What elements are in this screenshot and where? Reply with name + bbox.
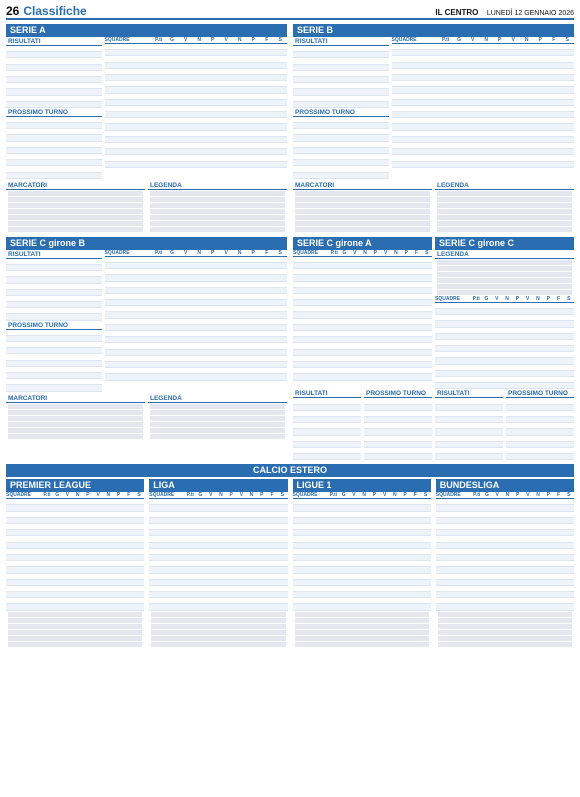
column-header: G <box>484 295 489 302</box>
column-header: V <box>239 492 244 499</box>
text-line <box>8 221 143 226</box>
column-header: P.ti <box>472 295 480 302</box>
column-header: P <box>260 492 264 499</box>
serie-c-c-legend-label: LEGENDA <box>435 250 574 259</box>
column-header: V <box>383 249 388 256</box>
serie-b-scorers-label: MARCATORI <box>293 181 432 190</box>
text-line <box>295 191 430 196</box>
text-line <box>295 642 429 647</box>
text-line <box>295 203 430 208</box>
foreign-table-header: SQUADRE P.ti G V N P V N P F S <box>436 492 574 499</box>
column-header: S <box>423 492 428 499</box>
column-header: N <box>219 492 223 499</box>
page-number: 26 <box>6 4 20 18</box>
column-header: N <box>536 492 540 499</box>
column-header: S <box>137 492 141 499</box>
text-line <box>150 416 285 421</box>
fixture-row <box>293 173 389 179</box>
serie-c-b-results-label: RISULTATI <box>6 250 102 259</box>
fixture-row <box>6 385 102 391</box>
text-line <box>8 209 143 214</box>
text-line <box>437 284 572 289</box>
column-header: N <box>106 492 111 499</box>
column-header: P <box>403 492 407 499</box>
text-line <box>8 422 143 427</box>
text-line <box>151 624 285 629</box>
column-header: N <box>505 295 509 302</box>
column-header: G <box>341 492 346 499</box>
column-header: P.ti <box>155 249 163 256</box>
column-header: V <box>495 492 499 499</box>
column-header: N <box>75 492 80 499</box>
serie-c-b-next-label: PROSSIMO TURNO <box>6 321 102 330</box>
serie-b-table-header: SQUADRE P.ti G V N P V N P F S <box>392 37 574 44</box>
column-header: S <box>280 492 284 499</box>
column-header: V <box>65 492 70 499</box>
column-header: N <box>394 249 398 256</box>
serie-c-b-scorers-label: MARCATORI <box>6 394 145 403</box>
foreign-league <box>149 479 287 647</box>
column-header: S <box>565 37 569 43</box>
text-line <box>437 266 572 271</box>
text-line <box>150 410 285 415</box>
column-header: P.ti <box>329 492 338 499</box>
text-line <box>8 197 143 202</box>
text-line <box>438 636 572 641</box>
column-header: F <box>557 295 561 302</box>
serie-a-legend-label: LEGENDA <box>148 181 287 190</box>
foreign-table-header: SQUADRE P.ti G V N P V N P F S <box>6 492 144 499</box>
section-title: Classifiche <box>23 4 87 18</box>
text-line <box>295 636 429 641</box>
column-header: F <box>552 37 556 43</box>
column-header: F <box>557 492 561 499</box>
table-row <box>6 604 144 610</box>
column-header: P.ti <box>473 492 481 499</box>
column-header: P <box>210 249 215 256</box>
column-header: N <box>237 37 242 43</box>
column-header: P <box>373 249 378 256</box>
text-line <box>150 434 285 439</box>
serie-c-c-results-label: RISULTATI <box>435 389 503 398</box>
text-line <box>8 203 143 208</box>
column-header: V <box>209 492 213 499</box>
table-row <box>105 374 287 380</box>
text-line <box>8 227 143 232</box>
text-line <box>8 434 143 439</box>
text-line <box>8 618 142 623</box>
column-header: F <box>270 492 274 499</box>
text-line <box>150 221 285 226</box>
column-header: V <box>224 249 228 256</box>
column-header: P <box>251 249 255 256</box>
column-header: F <box>127 492 131 499</box>
text-line <box>295 618 429 623</box>
text-line <box>437 215 572 220</box>
text-line <box>437 272 572 277</box>
column-header: G <box>55 492 60 499</box>
column-header: V <box>352 492 356 499</box>
serie-b-title: SERIE B <box>293 24 574 37</box>
serie-a-scorers-label: MARCATORI <box>6 181 145 190</box>
text-line <box>438 612 572 617</box>
column-header: N <box>197 249 201 256</box>
text-line <box>150 428 285 433</box>
column-header: P.ti <box>442 37 450 43</box>
column-header: N <box>393 492 397 499</box>
column-header: N <box>536 295 540 302</box>
foreign-table-header: SQUADRE P.ti G V N P V N P F S <box>149 492 287 499</box>
column-header: P <box>515 492 520 499</box>
text-line <box>437 221 572 226</box>
table-row <box>293 604 431 610</box>
foreign-league <box>6 479 144 647</box>
calcio-estero-title: CALCIO ESTERO <box>6 464 574 477</box>
column-header: V <box>224 37 228 43</box>
column-header: N <box>363 249 367 256</box>
serie-b-section <box>293 24 574 233</box>
serie-c-a-results-label: RISULTATI <box>293 389 361 398</box>
column-header: P.ti <box>330 249 338 256</box>
column-header: G <box>198 492 203 499</box>
column-header: N <box>484 37 488 43</box>
column-header: P.ti <box>43 492 51 499</box>
text-line <box>8 215 143 220</box>
fixture-row <box>364 454 432 460</box>
column-header: S <box>278 37 282 43</box>
column-header: G <box>457 37 462 43</box>
text-line <box>295 197 430 202</box>
column-header: F <box>415 249 419 256</box>
text-line <box>150 191 285 196</box>
text-line <box>8 428 143 433</box>
column-header: G <box>342 249 347 256</box>
column-header: P <box>229 492 233 499</box>
result-row <box>293 454 361 460</box>
serie-c-b-table-header: SQUADRE P.ti G V N P V N P F S <box>105 250 287 257</box>
serie-a-section <box>6 24 287 233</box>
text-line <box>150 404 285 409</box>
table-row <box>436 604 574 610</box>
serie-c-c-title: SERIE C girone C <box>435 237 574 250</box>
text-line <box>151 630 285 635</box>
text-line <box>437 227 572 232</box>
text-line <box>438 624 572 629</box>
text-line <box>437 203 572 208</box>
column-header: P <box>497 37 502 43</box>
fixture-row <box>6 173 102 179</box>
text-line <box>295 630 429 635</box>
serie-c-a-next-label: PROSSIMO TURNO <box>364 389 432 398</box>
column-header: N <box>249 492 254 499</box>
column-header: N <box>237 249 242 256</box>
table-row <box>392 162 574 168</box>
text-line <box>151 612 285 617</box>
text-line <box>438 642 572 647</box>
column-header: S <box>278 249 282 256</box>
foreign-league-title: LIGA <box>149 479 287 492</box>
text-line <box>295 215 430 220</box>
page-header <box>6 4 574 20</box>
text-line <box>295 209 430 214</box>
serie-c-c-next-label: PROSSIMO TURNO <box>506 389 574 398</box>
column-header: V <box>183 37 188 43</box>
serie-a-title: SERIE A <box>6 24 287 37</box>
column-header: P <box>546 295 550 302</box>
text-line <box>8 191 143 196</box>
column-header: G <box>170 249 175 256</box>
text-line <box>295 221 430 226</box>
text-line <box>151 636 285 641</box>
text-line <box>8 630 142 635</box>
text-line <box>150 422 285 427</box>
text-line <box>437 260 572 265</box>
text-line <box>150 197 285 202</box>
column-header: G <box>170 37 175 43</box>
column-header: P <box>116 492 121 499</box>
serie-c-a-c-section <box>293 237 574 461</box>
serie-b-legend-label: LEGENDA <box>435 181 574 190</box>
column-header: P <box>210 37 215 43</box>
text-line <box>8 404 143 409</box>
column-header: P.ti <box>186 492 194 499</box>
fixture-row <box>506 454 574 460</box>
newspaper-name: IL CENTRO <box>435 8 479 17</box>
column-header: V <box>96 492 100 499</box>
foreign-league-title: PREMIER LEAGUE <box>6 479 144 492</box>
serie-c-a-title: SERIE C girone A <box>293 237 432 250</box>
text-line <box>437 290 572 295</box>
text-line <box>295 624 429 629</box>
result-row <box>435 454 503 460</box>
foreign-league <box>293 479 431 647</box>
text-line <box>151 618 285 623</box>
foreign-league-title: BUNDESLIGA <box>436 479 574 492</box>
serie-c-a-table-header: SQUADRE P.ti G V N P V N P F S <box>293 250 432 257</box>
table-row <box>105 162 287 168</box>
column-header: S <box>567 492 571 499</box>
column-header: G <box>485 492 489 499</box>
issue-date: LUNEDÌ 12 GENNAIO 2026 <box>486 10 574 17</box>
column-header: S <box>425 249 429 256</box>
serie-a-results-label: RISULTATI <box>6 37 102 46</box>
text-line <box>437 278 572 283</box>
text-line <box>437 197 572 202</box>
column-header: N <box>197 37 201 43</box>
text-line <box>150 209 285 214</box>
column-header: V <box>470 37 475 43</box>
text-line <box>150 227 285 232</box>
serie-c-b-section <box>6 237 287 461</box>
column-header: V <box>495 295 499 302</box>
column-header: N <box>505 492 510 499</box>
text-line <box>151 642 285 647</box>
text-line <box>8 410 143 415</box>
column-header: P <box>372 492 377 499</box>
text-line <box>438 630 572 635</box>
serie-b-results-label: RISULTATI <box>293 37 389 46</box>
column-header: P <box>546 492 551 499</box>
serie-c-b-legend-label: LEGENDA <box>148 394 287 403</box>
serie-b-next-label: PROSSIMO TURNO <box>293 108 389 117</box>
column-header: F <box>265 37 269 43</box>
column-header: S <box>567 295 571 302</box>
foreign-table-header: SQUADRE P.ti G V N P V N P F S <box>293 492 431 499</box>
foreign-league-title: LIGUE 1 <box>293 479 431 492</box>
column-header: N <box>362 492 366 499</box>
column-header: V <box>353 249 357 256</box>
serie-a-next-label: PROSSIMO TURNO <box>6 108 102 117</box>
column-header: P <box>515 295 520 302</box>
column-header: P.ti <box>155 37 163 43</box>
text-line <box>437 191 572 196</box>
column-header: P <box>251 37 255 43</box>
column-header: F <box>413 492 417 499</box>
column-header: V <box>382 492 387 499</box>
text-line <box>8 642 142 647</box>
column-header: N <box>524 37 529 43</box>
serie-c-c-table-header: SQUADRE P.ti G V N P V N P F S <box>435 296 574 303</box>
text-line <box>295 227 430 232</box>
serie-a-table-header: SQUADRE P.ti G V N P V N P F S <box>105 37 287 44</box>
column-header: V <box>183 249 188 256</box>
text-line <box>8 624 142 629</box>
text-line <box>150 215 285 220</box>
column-header: V <box>511 37 515 43</box>
column-header: V <box>526 492 530 499</box>
text-line <box>437 209 572 214</box>
column-header: P <box>86 492 90 499</box>
text-line <box>8 416 143 421</box>
text-line <box>8 612 142 617</box>
table-row <box>149 604 287 610</box>
table-row <box>293 374 432 380</box>
column-header: V <box>525 295 530 302</box>
column-header: P <box>538 37 542 43</box>
text-line <box>295 612 429 617</box>
serie-c-b-title: SERIE C girone B <box>6 237 287 250</box>
foreign-league <box>436 479 574 647</box>
text-line <box>438 618 572 623</box>
text-line <box>150 203 285 208</box>
column-header: F <box>265 249 269 256</box>
text-line <box>8 636 142 641</box>
column-header: P <box>404 249 408 256</box>
